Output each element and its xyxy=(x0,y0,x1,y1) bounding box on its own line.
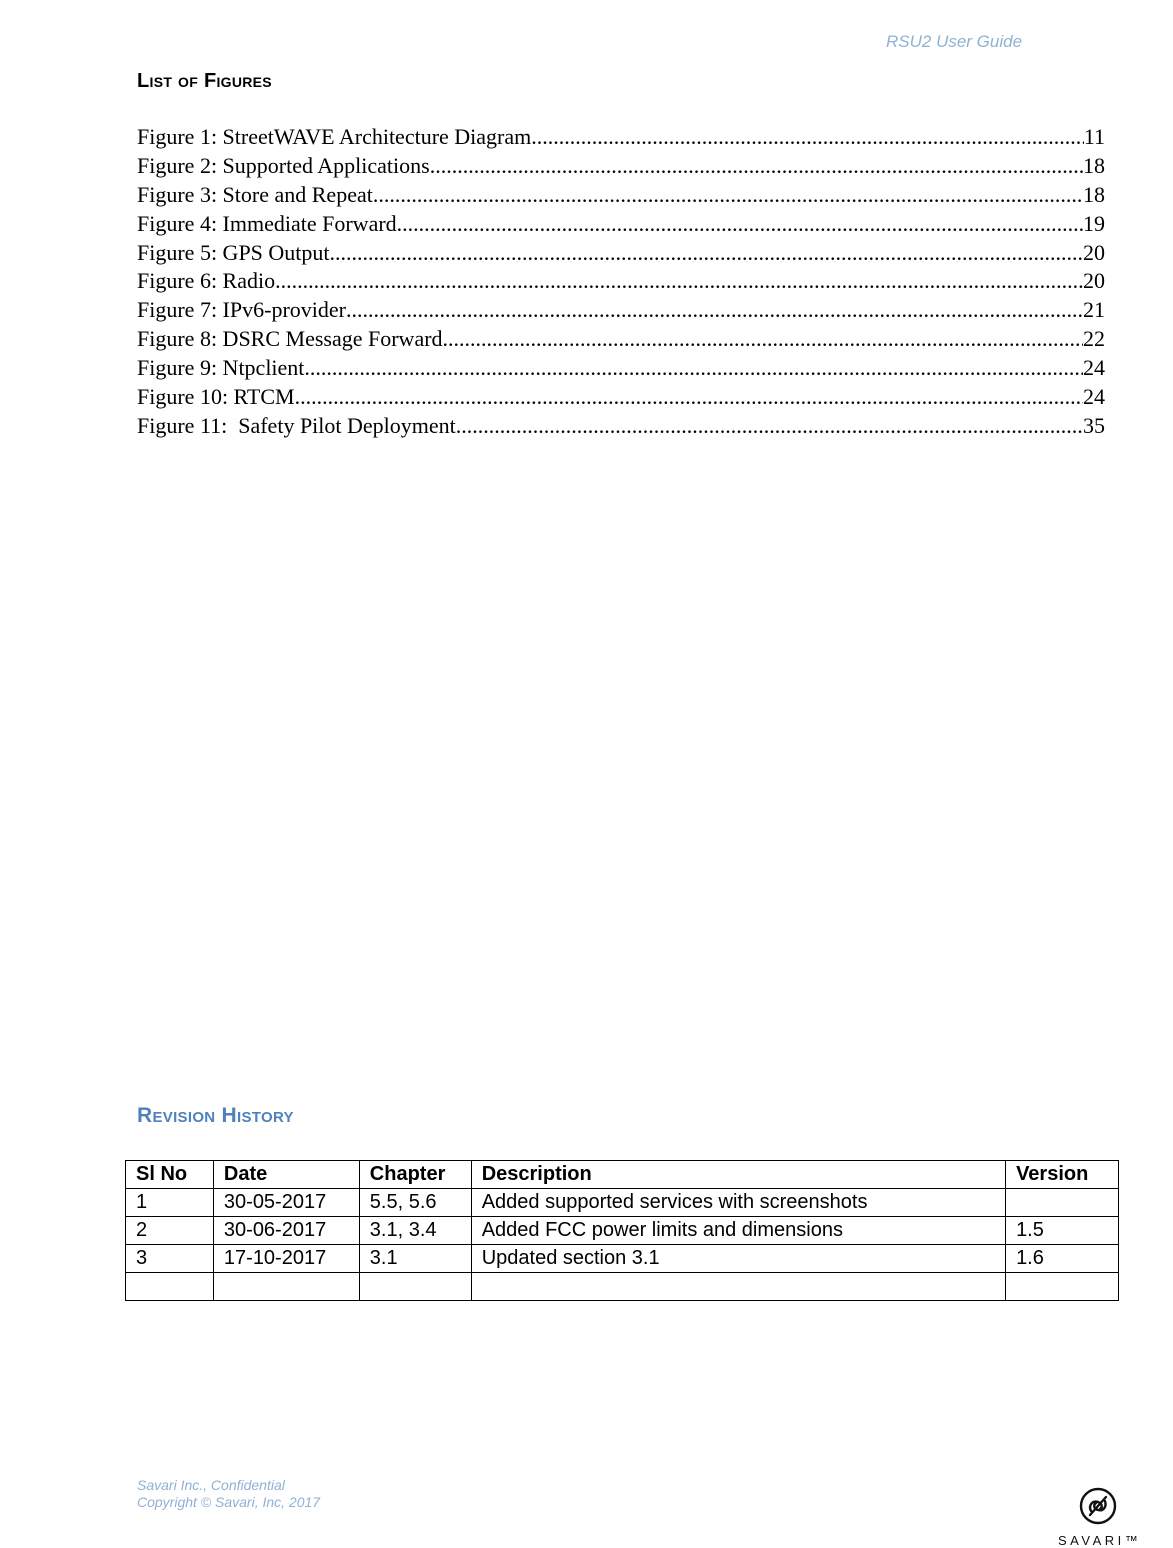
table-row xyxy=(126,1273,1119,1301)
cell-description: Updated section 3.1 xyxy=(471,1245,1005,1273)
toc-leader xyxy=(346,296,1083,325)
cell-version xyxy=(1006,1189,1119,1217)
revision-history-title: Revision History xyxy=(137,1104,294,1127)
table-row xyxy=(126,1245,1119,1273)
footer-line-company: Savari Inc., Confidential xyxy=(137,1477,285,1493)
toc-leader xyxy=(275,267,1083,296)
toc-entry-label: Figure 3: Store and Repeat xyxy=(137,181,373,207)
toc-entry-label: Figure 10: RTCM xyxy=(137,384,295,410)
cell-description: Added FCC power limits and dimensions xyxy=(471,1217,1005,1245)
toc-entry-label: Figure 8: DSRC Message Forward xyxy=(137,326,443,352)
cell-sl-no: 1 xyxy=(126,1189,214,1217)
cell-sl-no: 2 xyxy=(126,1217,214,1245)
toc-leader xyxy=(456,412,1083,441)
toc-entry-label: Figure 11: Safety Pilot Deployment xyxy=(137,412,456,438)
table-header-row xyxy=(126,1161,1119,1189)
toc-entry-page: 18 xyxy=(1083,152,1105,178)
toc-entry-page: 22 xyxy=(1083,326,1105,352)
toc-entry-label: Figure 1: StreetWAVE Architecture Diagram xyxy=(137,124,532,149)
toc-leader xyxy=(443,325,1083,354)
header-guide-title: RSU2 User Guide xyxy=(886,32,1023,51)
toc-leader xyxy=(373,181,1083,210)
toc-entry-label: Figure 2: Supported Applications xyxy=(137,152,430,178)
column-header-description: Description xyxy=(471,1161,1005,1189)
table-row xyxy=(126,1189,1119,1217)
toc-entry-page: 11 xyxy=(1083,124,1105,149)
toc-entry[interactable] xyxy=(137,383,1105,412)
list-of-figures-title: List of Figures xyxy=(137,70,272,92)
cell-date: 30-06-2017 xyxy=(213,1217,359,1245)
toc-entry[interactable] xyxy=(137,181,1105,210)
cell-version xyxy=(1006,1273,1119,1301)
list-of-figures xyxy=(137,123,1105,441)
footer-confidential xyxy=(137,1477,320,1511)
cell-description xyxy=(471,1273,1005,1301)
cell-date: 17-10-2017 xyxy=(213,1245,359,1273)
toc-entry-label: Figure 6: Radio xyxy=(137,268,276,294)
toc-entry[interactable] xyxy=(137,152,1105,181)
cell-chapter xyxy=(359,1273,471,1301)
toc-entry-label: Figure 4: Immediate Forward xyxy=(137,210,397,236)
toc-entry-label: Figure 5: GPS Output xyxy=(137,239,330,265)
toc-entry-page: 24 xyxy=(1083,355,1105,381)
toc-entry[interactable] xyxy=(137,210,1105,239)
toc-entry-page: 35 xyxy=(1083,412,1105,438)
toc-entry[interactable] xyxy=(137,123,1105,152)
toc-entry[interactable] xyxy=(137,296,1105,325)
revision-history-table xyxy=(125,1160,1119,1301)
cell-chapter: 5.5, 5.6 xyxy=(359,1189,471,1217)
savari-logo xyxy=(1058,1486,1142,1548)
column-header-version: Version xyxy=(1006,1161,1119,1189)
cell-chapter: 3.1 xyxy=(359,1245,471,1273)
toc-entry[interactable] xyxy=(137,354,1105,383)
table-row xyxy=(126,1217,1119,1245)
toc-entry[interactable] xyxy=(137,412,1105,441)
toc-leader xyxy=(430,152,1083,181)
toc-entry-page: 19 xyxy=(1083,210,1105,236)
savari-logo-text: SAVARI™ xyxy=(1058,1533,1142,1548)
cell-date xyxy=(213,1273,359,1301)
toc-leader xyxy=(330,239,1083,268)
toc-entry-page: 21 xyxy=(1083,297,1105,323)
toc-leader xyxy=(397,210,1083,239)
toc-leader xyxy=(304,354,1083,383)
cell-sl-no xyxy=(126,1273,214,1301)
toc-leader xyxy=(531,123,1084,152)
cell-version: 1.6 xyxy=(1006,1245,1119,1273)
column-header-sl-no: Sl No xyxy=(126,1161,214,1189)
cell-sl-no: 3 xyxy=(126,1245,214,1273)
cell-date: 30-05-2017 xyxy=(213,1189,359,1217)
toc-leader xyxy=(295,383,1083,412)
toc-entry-label: Figure 9: Ntpclient xyxy=(137,355,305,381)
toc-entry-label: Figure 7: IPv6-provider xyxy=(137,297,346,323)
toc-entry[interactable] xyxy=(137,325,1105,354)
column-header-chapter: Chapter xyxy=(359,1161,471,1189)
column-header-date: Date xyxy=(213,1161,359,1189)
toc-entry[interactable] xyxy=(137,239,1105,268)
toc-entry-page: 20 xyxy=(1083,268,1105,294)
toc-entry-page: 20 xyxy=(1083,239,1105,265)
cell-version: 1.5 xyxy=(1006,1217,1119,1245)
cell-chapter: 3.1, 3.4 xyxy=(359,1217,471,1245)
toc-entry-page: 24 xyxy=(1083,384,1105,410)
toc-entry[interactable] xyxy=(137,267,1105,296)
toc-entry-page: 18 xyxy=(1083,181,1105,207)
footer-line-copyright: Copyright © Savari, Inc, 2017 xyxy=(137,1494,321,1510)
cell-description: Added supported services with screenshots xyxy=(471,1189,1005,1217)
savari-logo-icon xyxy=(1078,1486,1118,1526)
